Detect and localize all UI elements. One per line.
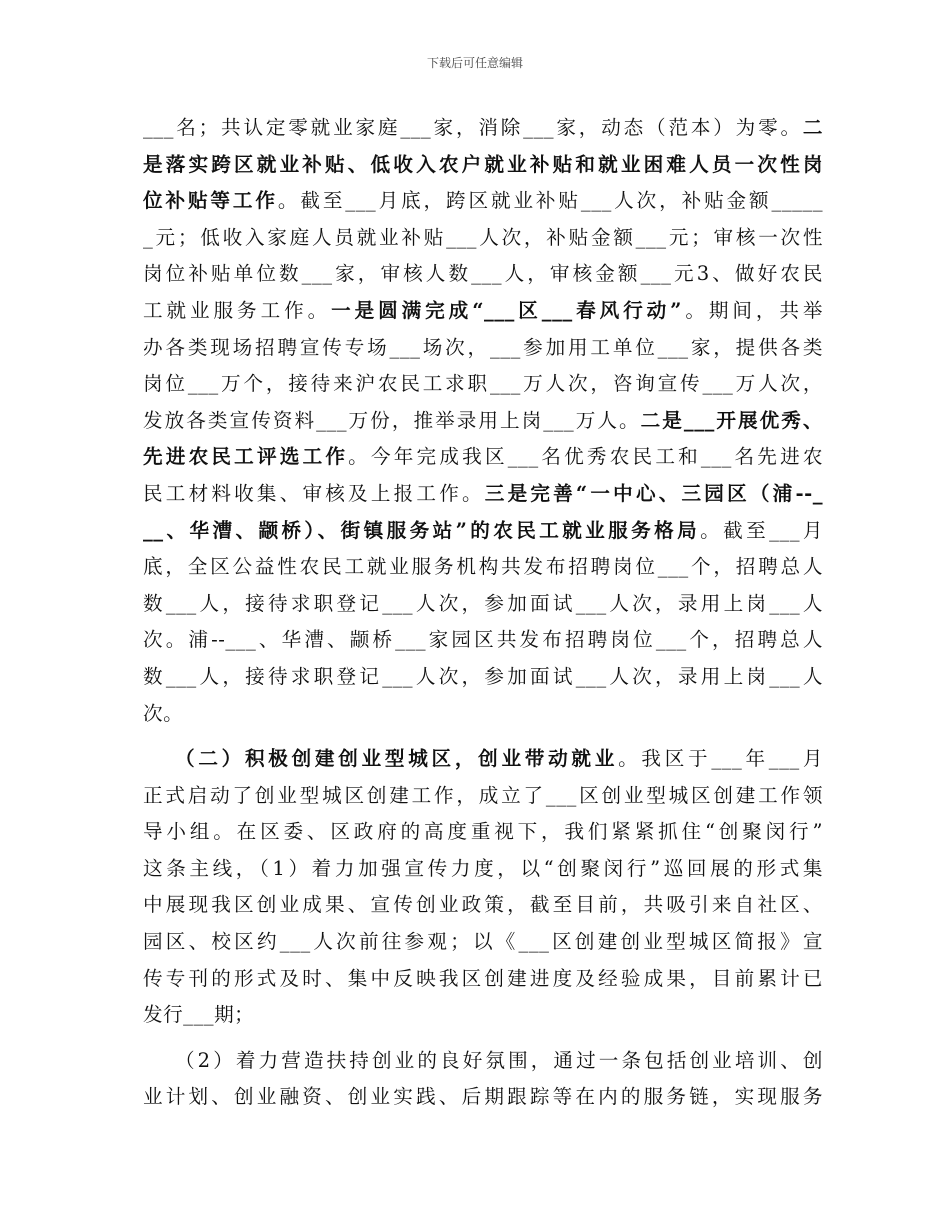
text-line: [143, 147, 823, 184]
text-line: [143, 814, 823, 851]
text-run: 数___人，接待求职登记___人次，参加面试___人次，录用上岗___人: [143, 664, 823, 688]
text-line: [143, 256, 823, 293]
text-line: [143, 330, 823, 367]
text-line: [143, 1079, 823, 1116]
text-run: 。截至___月: [700, 518, 823, 542]
bold-text: 先进农民工评选工作: [143, 445, 349, 469]
text-line: [143, 696, 823, 733]
text-run: 。期间，共举: [681, 298, 823, 322]
text-line: [143, 586, 823, 623]
text-line: [143, 778, 823, 815]
text-run: 。我区于___年___月: [618, 747, 823, 771]
text-line: [143, 622, 823, 659]
text-run: （2）着力营造扶持创业的良好氛围，通过一条包括创业培训、创: [175, 1048, 823, 1072]
text-line: [143, 1043, 823, 1080]
bold-text: 二是___开展优秀、: [640, 408, 823, 432]
text-run: 这条主线，（1）着力加强宣传力度，以“创聚闵行”巡回展的形式集: [143, 856, 823, 880]
text-line: [143, 439, 823, 476]
text-run: 数___人，接待求职登记___人次，参加面试___人次，录用上岗___人: [143, 591, 823, 615]
bold-text: 三是完善“一中心、三园区（浦--_: [484, 481, 823, 505]
text-line: [143, 293, 823, 330]
text-run: 。截至___月底，跨区就业补贴___人次，补贴金额_____: [277, 189, 823, 213]
text-run: 。今年完成我区___名优秀农民工和___名先进农: [348, 445, 823, 469]
text-run: 工就业服务工作。: [143, 298, 332, 322]
paragraph-gap: [143, 732, 823, 741]
text-run: 导小组。在区委、区政府的高度重视下，我们紧紧抓住“创聚闵行”: [143, 820, 823, 844]
bold-text: 二: [802, 116, 823, 139]
text-line: [143, 924, 823, 961]
text-line: [143, 403, 823, 440]
bold-text: __、华漕、颛桥）、街镇服务站”的农民工就业服务格局: [143, 518, 701, 542]
text-line: [143, 513, 823, 550]
text-run: 民工材料收集、审核及上报工作。: [143, 481, 485, 505]
text-line: [143, 741, 823, 778]
bold-text: 一是圆满完成“___区___春风行动”: [331, 298, 682, 322]
text-run: 次。: [143, 701, 184, 725]
bold-text: （二）积极创建创业型城区，创业带动就业: [175, 747, 619, 771]
document-body: [143, 110, 823, 1116]
text-run: ___名；共认定零就业家庭___家，消除___家，动态（范本）为零。: [143, 116, 803, 139]
text-line: [143, 961, 823, 998]
bold-text: 是落实跨区就业补贴、低收入农户就业补贴和就业困难人员一次性岗: [143, 152, 823, 176]
text-run: 办各类现场招聘宣传专场___场次，___参加用工单位___家，提供各类: [143, 335, 823, 359]
text-run: _元；低收入家庭人员就业补贴___人次，补贴金额___元；审核一次性: [143, 225, 823, 249]
text-run: 园区、校区约___人次前往参观；以《___区创建创业型城区简报》宣: [143, 930, 823, 954]
text-line: [143, 549, 823, 586]
text-run: 岗位补贴单位数___家，审核人数___人，审核金额___元3、做好农民: [143, 262, 823, 286]
text-run: 业计划、创业融资、创业实践、后期跟踪等在内的服务链，实现服务: [143, 1085, 823, 1109]
text-line: [143, 366, 823, 403]
text-line: [143, 997, 823, 1034]
text-run: 岗位___万个，接待来沪农民工求职___万人次，咨询宣传___万人次，: [143, 372, 823, 396]
text-line: [143, 220, 823, 257]
text-line: [143, 476, 823, 513]
text-run: 正式启动了创业型城区创建工作，成立了___区创业型城区创建工作领: [143, 783, 823, 807]
text-line: [143, 110, 823, 147]
page-header: 下载后可任意编辑: [426, 56, 523, 70]
text-run: 发放各类宣传资料___万份，推举录用上岗___万人。: [143, 408, 641, 432]
paragraph-gap: [143, 1034, 823, 1043]
bold-text: 位补贴等工作: [143, 189, 278, 213]
text-line: [143, 183, 823, 220]
text-run: 底，全区公益性农民工就业服务机构共发布招聘岗位___个，招聘总人: [143, 555, 823, 579]
text-run: 次。浦--___、华漕、颛桥___家园区共发布招聘岗位___个，招聘总人: [143, 628, 823, 652]
text-line: [143, 887, 823, 924]
text-run: 发行___期；: [143, 1003, 255, 1027]
text-line: [143, 659, 823, 696]
text-run: 传专刊的形式及时、集中反映我区创建进度及经验成果，目前累计已: [143, 966, 823, 990]
text-line: [143, 851, 823, 888]
text-run: 中展现我区创业成果、宣传创业政策，截至目前，共吸引来自社区、: [143, 893, 823, 917]
